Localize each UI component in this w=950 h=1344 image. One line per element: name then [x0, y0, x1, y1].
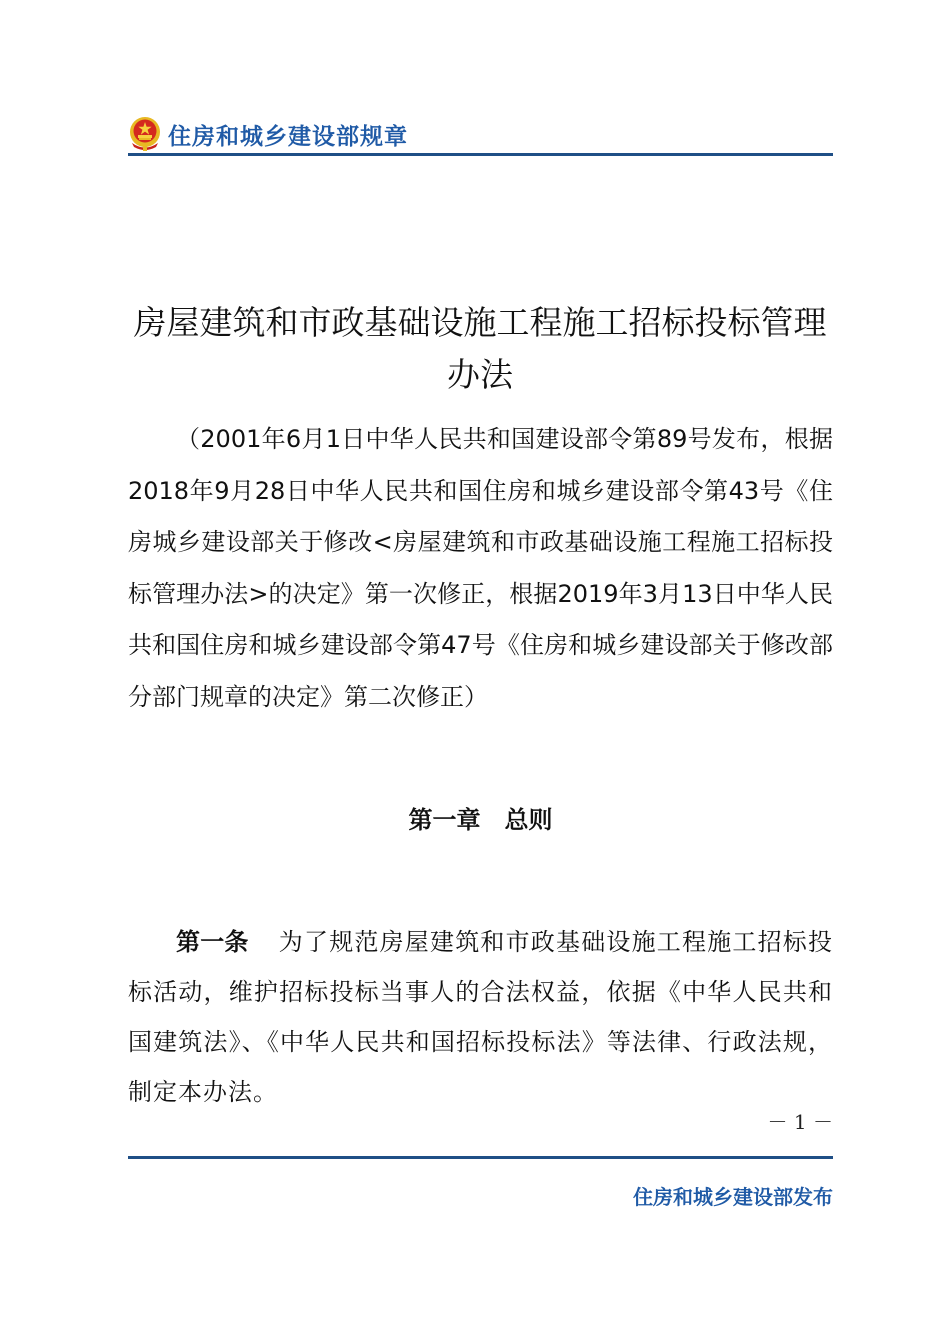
article-1-label: 第一条 [176, 928, 249, 956]
footer-divider [128, 1156, 833, 1159]
national-emblem-icon [128, 116, 162, 152]
header-title: 住房和城乡建设部规章 [168, 124, 408, 150]
revision-note: （2001年6月1日中华人民共和国建设部令第89号发布，根据2018年9月28日中华人民共和国住房和城乡建设部令第43号《住房城乡建设部关于修改<房屋建筑和市政基础设施工程施工招标投标管理办法>的决定》第一次修正，根据2019年3月13日中华人民共和国住房和城乡建设部令第47号《住房和城乡建设部关于修改部分部门规章的决定》第二次修正） [128, 425, 833, 711]
page-header [128, 114, 833, 154]
header-divider [128, 153, 833, 156]
article-1 [128, 917, 833, 1117]
footer-publisher: 住房和城乡建设部发布 [633, 1185, 833, 1209]
article-1-text: 为了规范房屋建筑和市政基础设施工程施工招标投标活动，维护招标投标当事人的合法权益，依据《中华人民共和国建筑法》、《中华人民共和国招标投标法》等法律、行政法规，制定本办法。 [128, 928, 834, 1106]
page-number: － 1 － [767, 1110, 833, 1134]
document-title: 房屋建筑和市政基础设施工程施工招标投标管理办法 [133, 303, 827, 394]
chapter-heading: 第一章 总则 [408, 806, 553, 834]
